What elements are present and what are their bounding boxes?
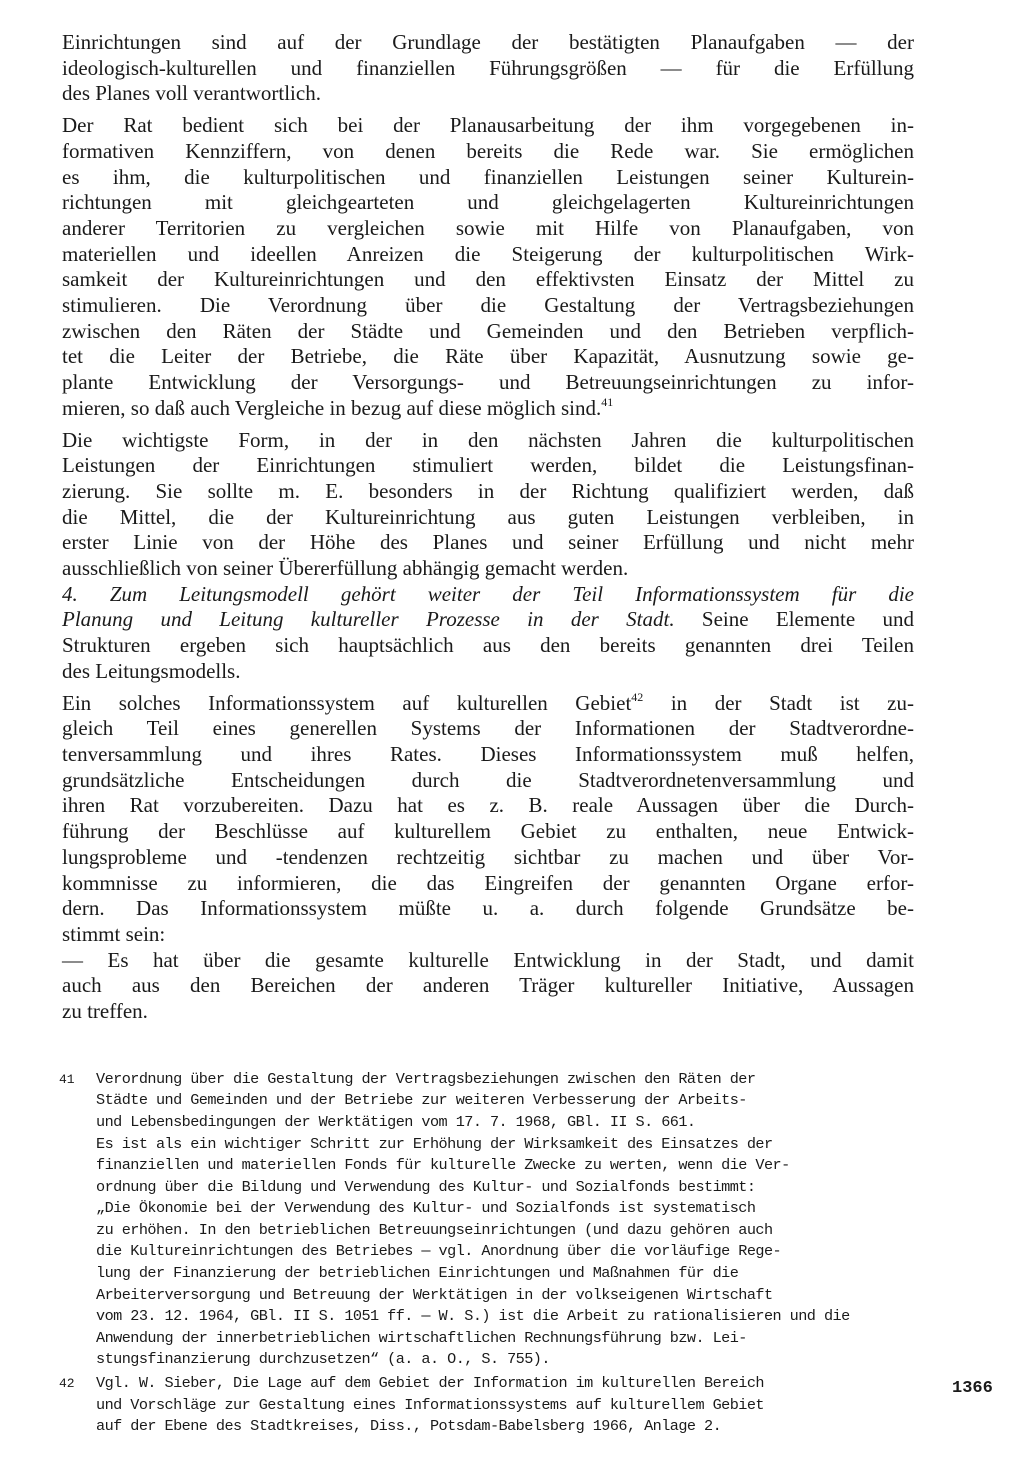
footnote-line: Arbeiterversorgung und Betreuung der Werktätigen in der volkseigenen Wirtschaft [96,1285,773,1304]
footnote-line: lung der Finanzierung der betrieblichen Einrichtungen und Maßnahmen für die [96,1264,739,1283]
footnote-41 [59,1069,914,1371]
text-segment: Ein solches Informationssystem auf kulturellen Gebiet [62,690,632,715]
text-segment: mieren, so daß auch Vergleiche in bezug auf diese möglich sind. [62,395,602,420]
footnote-line: finanziellen und materiellen Fonds für kulturelle Zwecke zu werten, wenn die Ver- [96,1156,790,1175]
text-line: gleich Teil eines generellen Systems der Informationen der Stadtverordne- [62,716,914,741]
text-line: erster Linie von der Höhe des Planes und seiner Erfüllung und nicht mehr [62,530,914,555]
paragraph-5 [62,691,914,948]
text-line: es ihm, die kulturpolitischen und finanziellen Leistungen seiner Kulturein- [62,164,914,189]
footnote-number: 42 [59,1376,75,1392]
text-line: Leistungen der Einrichtungen stimuliert werden, bildet die Leistungsfinan- [62,453,914,478]
paragraph-6 [62,948,914,1025]
text-line [62,396,914,422]
text-line: zwischen den Räten der Städte und Gemeinden und den Betrieben verpflich- [62,318,914,343]
paragraph-4 [62,582,914,685]
text-line: des Leitungsmodells. [62,658,241,683]
text-line: lungsprobleme und -tendenzen rechtzeitig sichtbar zu machen und über Vor- [62,844,914,869]
text-line: tenversammlung und ihres Rates. Dieses Informationssystem muß helfen, [62,741,914,766]
text-line: richtungen mit gleichgearteten und gleichgelagerten Kultureinrichtungen [62,190,914,215]
text-line [62,691,914,717]
text-line: — Es hat über die gesamte kulturelle Entwicklung in der Stadt, und damit [62,947,914,972]
text-line: formativen Kennziffern, von denen bereits die Rede war. Sie ermöglichen [62,138,914,163]
footnote-number: 41 [59,1071,75,1087]
footnote-line: Es ist als ein wichtiger Schritt zur Erhöhung der Wirksamkeit des Einsatzes der [96,1134,773,1153]
text-line: tet die Leiter der Betriebe, die Räte über Kapazität, Ausnutzung sowie ge- [62,344,914,369]
text-line: samkeit der Kultureinrichtungen und den effektivsten Einsatz der Mittel zu [62,267,914,292]
italic-heading: 4. Zum Leitungsmodell gehört weiter der Teil Informationssystem für die [62,581,914,606]
italic-heading: Planung und Leitung kultureller Prozesse in der Stadt. [62,607,675,632]
text-line [62,607,914,633]
footnote-line: Städte und Gemeinden und der Betriebe zur weiteren Verbesserung der Arbeits- [96,1091,747,1110]
text-line: Einrichtungen sind auf der Grundlage der bestätigten Planaufgaben — der [62,30,914,54]
text-line: zu treffen. [62,999,148,1024]
footnote-line: Anwendung der innerbetrieblichen wirtschaftlichen Rechnungsführung bzw. Lei- [96,1328,747,1347]
text-line: anderer Territorien zu vergleichen sowie mit Hilfe von Planaufgaben, von [62,215,914,240]
footnote-line: vom 23. 12. 1964, GBl. II S. 1051 ff. — W. S.) ist die Arbeit zu rationalisieren und die [96,1307,850,1326]
text-line: Strukturen ergeben sich hauptsächlich aus den bereits genannten drei Teilen [62,633,914,658]
footnote-line: und Vorschläge zur Gestaltung eines Informationssystems auf kulturellem Gebiet [96,1395,764,1414]
text-line: materiellen und ideellen Anreizen die Steigerung der kulturpolitischen Wirk- [62,241,914,266]
text-line: kommnisse zu informieren, die das Eingreifen der genannten Organe erfor- [62,870,914,895]
footnote-line: auf der Ebene des Stadtkreises, Diss., Potsdam-Babelsberg 1966, Anlage 2. [96,1417,722,1436]
footnote-42 [59,1373,914,1438]
document-page [59,30,914,1440]
footnote-ref-41[interactable]: 41 [601,394,614,409]
text-line: ideologisch-kulturellen und finanziellen Führungsgrößen — für die Erfüllung [62,55,914,80]
text-line: Der Rat bedient sich bei der Planausarbeitung der ihm vorgegebenen in- [62,113,914,138]
footnote-line: „Die Ökonomie bei der Verwendung des Kultur- und Sozialfonds ist systematisch [96,1199,756,1218]
text-line: des Planes voll verantwortlich. [62,81,321,106]
footnote-line: die Kultureinrichtungen des Betriebes — vgl. Anordnung über die vorläufige Rege- [96,1242,782,1261]
paragraph-1 [62,30,914,107]
footnote-ref-42[interactable]: 42 [631,689,644,704]
text-line [62,582,914,608]
footnotes [59,1069,914,1438]
text-line: führung der Beschlüsse auf kulturellem Gebiet zu enthalten, neue Entwick- [62,819,914,844]
footnote-line: ordnung über die Bildung und Verwendung des Kultur- und Sozialfonds bestimmt: [96,1177,756,1196]
text-segment: Seine Elemente und [674,607,914,632]
text-line: zierung. Sie sollte m. E. besonders in der Richtung qualifiziert werden, daß [62,478,914,503]
text-line: auch aus den Bereichen der anderen Träger kultureller Initiative, Aussagen [62,973,914,998]
footnote-line: Verordnung über die Gestaltung der Vertragsbeziehungen zwischen den Räten der [96,1069,756,1088]
text-line: stimulieren. Die Verordnung über die Gestaltung der Vertragsbeziehungen [62,293,914,318]
text-line: dern. Das Informationssystem müßte u. a. durch folgende Grundsätze be- [62,896,914,921]
footnote-line: stungsfinanzierung durchzusetzen“ (a. a. O., S. 755). [96,1350,550,1369]
footnote-line: zu erhöhen. In den betrieblichen Betreuungseinrichtungen (und dazu gehören auch [96,1220,773,1239]
page-number: 1366 [952,1379,993,1398]
text-line: ihren Rat vorzubereiten. Dazu hat es z. B. reale Aussagen über die Durch- [62,793,914,818]
paragraph-3 [62,428,914,582]
text-line: plante Entwicklung der Versorgungs- und Betreuungseinrichtungen zu infor- [62,370,914,395]
text-line: Die wichtigste Form, in der in den nächsten Jahren die kulturpolitischen [62,427,914,452]
body-text [62,30,914,1025]
footnote-line: und Lebensbedingungen der Werktätigen vom 17. 7. 1968, GBl. II S. 661. [96,1112,696,1131]
text-line: die Mittel, die der Kultureinrichtung aus guten Leistungen verbleiben, in [62,504,914,529]
footnote-line: Vgl. W. Sieber, Die Lage auf dem Gebiet der Information im kulturellen Bereich [96,1374,764,1393]
text-line: ausschließlich von seiner Übererfüllung abhängig gemacht werden. [62,556,629,581]
text-line: stimmt sein: [62,921,166,946]
paragraph-2 [62,113,914,421]
text-segment: in der Stadt ist zu- [643,690,914,715]
text-line: grundsätzliche Entscheidungen durch die Stadtverordnetenversammlung und [62,767,914,792]
